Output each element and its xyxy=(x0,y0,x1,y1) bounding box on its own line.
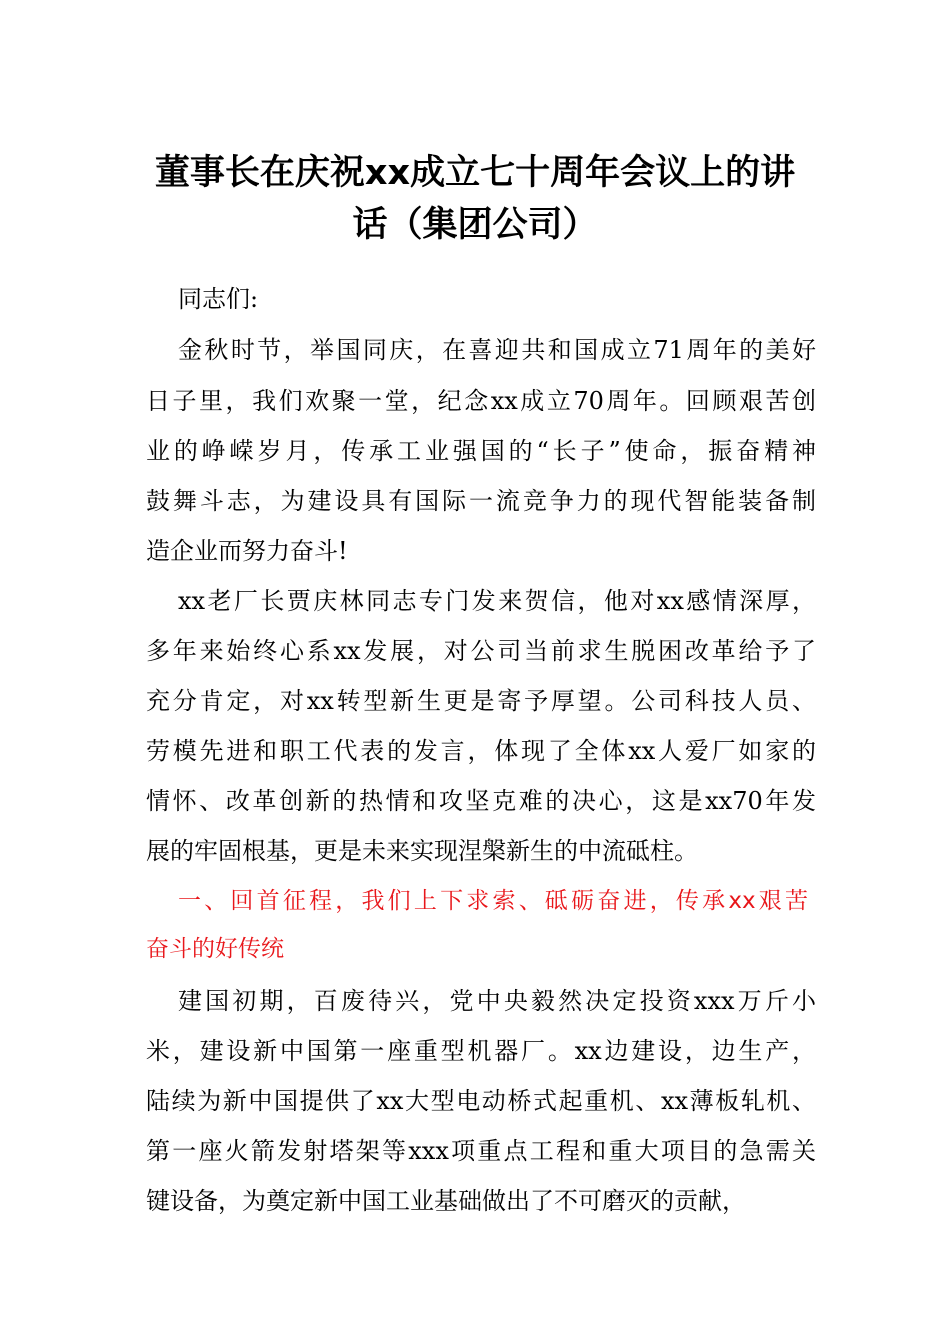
section-1-heading-line-1: 一、回首征程，我们上下求索、砥砺奋进，传承xx艰苦 xyxy=(178,888,808,914)
paragraph-1-line-2: 日子里，我们欢聚一堂，纪念xx成立70周年。回顾艰苦创 xyxy=(146,387,816,415)
paragraph-3-line-4: 第一座火箭发射塔架等xxx项重点工程和重大项目的急需关 xyxy=(146,1137,816,1165)
paragraph-2-line-3: 充分肯定，对xx转型新生更是寄予厚望。公司科技人员、 xyxy=(146,687,816,715)
salutation: 同志们: xyxy=(178,285,259,313)
paragraph-2-line-1: xx老厂长贾庆林同志专门发来贺信，他对xx感情深厚， xyxy=(178,587,816,615)
paragraph-1-line-1: 金秋时节，举国同庆，在喜迎共和国成立71周年的美好 xyxy=(178,336,816,364)
paragraph-3-line-3: 陆续为新中国提供了xx大型电动桥式起重机、xx薄板轧机、 xyxy=(146,1087,816,1115)
section-1-heading-line-2: 奋斗的好传统 xyxy=(146,936,284,962)
paragraph-3-line-5: 键设备，为奠定新中国工业基础做出了不可磨灭的贡献， xyxy=(146,1187,746,1215)
paragraph-3-line-2: 米，建设新中国第一座重型机器厂。xx边建设，边生产， xyxy=(146,1037,816,1065)
paragraph-2-line-2: 多年来始终心系xx发展，对公司当前求生脱困改革给予了 xyxy=(146,637,816,665)
document-title-line-1: 董事长在庆祝xx成立七十周年会议上的讲 xyxy=(154,153,796,193)
paragraph-1-line-3: 业的峥嵘岁月，传承工业强国的“长子”使命，振奋精神 xyxy=(146,437,816,465)
paragraph-3-line-1: 建国初期，百废待兴，党中央毅然决定投资xxx万斤小 xyxy=(178,987,816,1015)
paragraph-2-line-6: 展的牢固根基，更是未来实现涅槃新生的中流砥柱。 xyxy=(146,837,698,865)
paragraph-1-line-5: 造企业而努力奋斗! xyxy=(146,537,348,565)
paragraph-2-line-4: 劳模先进和职工代表的发言，体现了全体xx人爱厂如家的 xyxy=(146,737,816,765)
paragraph-1-line-4: 鼓舞斗志，为建设具有国际一流竞争力的现代智能装备制 xyxy=(146,487,816,515)
document-title-line-2: 话（集团公司） xyxy=(352,205,598,245)
paragraph-2-line-5: 情怀、改革创新的热情和攻坚克难的决心，这是xx70年发 xyxy=(146,787,816,815)
